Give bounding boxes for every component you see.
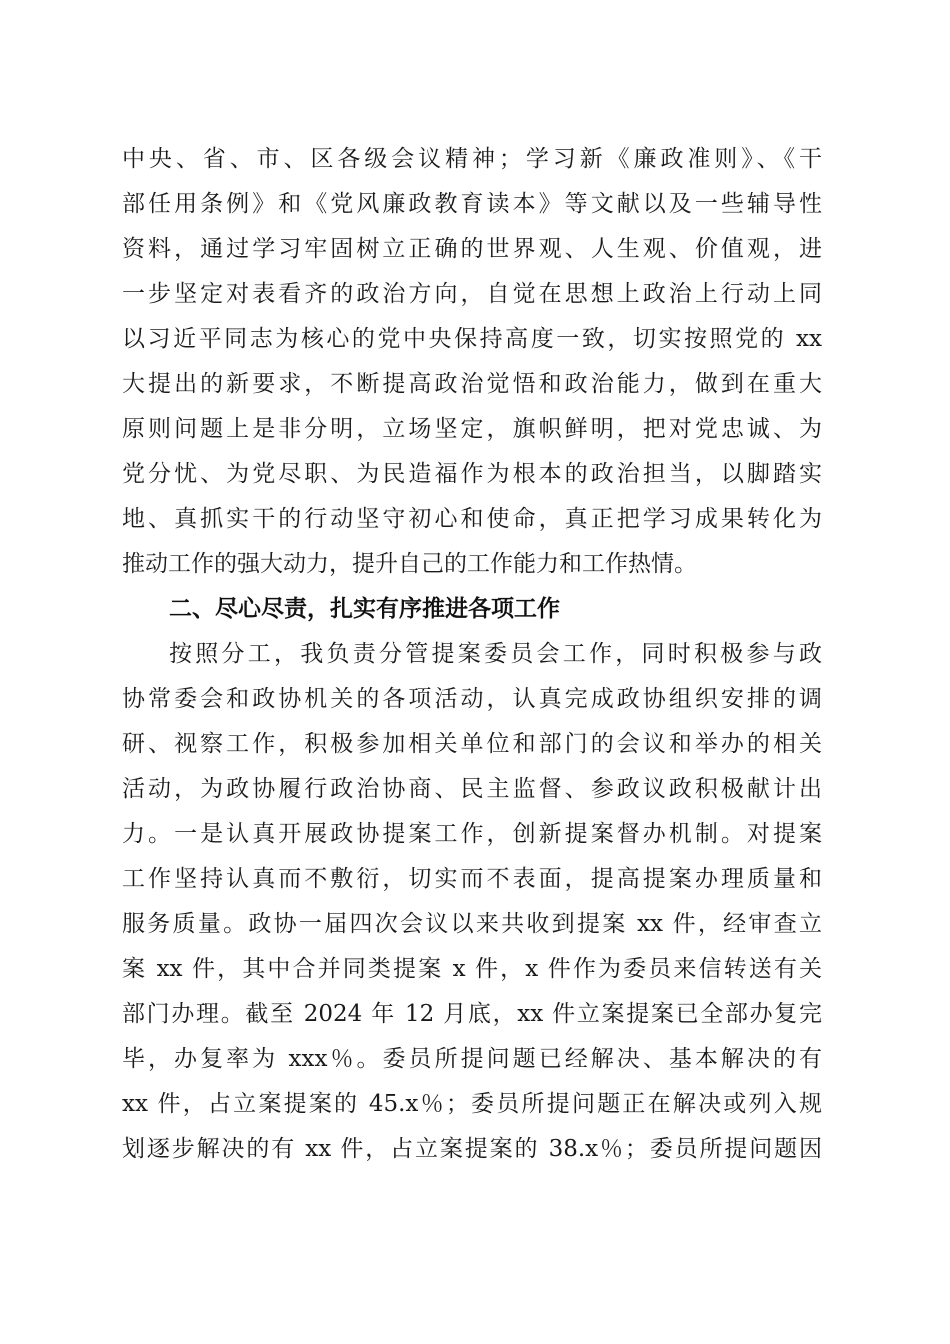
paragraph-line: 党分忧、为党尽职、为民造福作为根本的政治担当，以脚踏实 xyxy=(122,461,822,487)
paragraph-line: xx 件，占立案提案的 45.x％；委员所提问题正在解决或列入规 xyxy=(122,1091,822,1117)
paragraph-line: 案 xx 件，其中合并同类提案 x 件，x 件作为委员来信转送有关 xyxy=(122,956,822,982)
paragraph-line: 按照分工，我负责分管提案委员会工作，同时积极参与政 xyxy=(169,641,822,667)
paragraph-line: 研、视察工作，积极参加相关单位和部门的会议和举办的相关 xyxy=(122,731,822,757)
paragraph-line: 划逐步解决的有 xx 件，占立案提案的 38.x％；委员所提问题因 xyxy=(122,1136,822,1162)
paragraph-line: 活动，为政协履行政治协商、民主监督、参政议政积极献计出 xyxy=(122,776,822,802)
paragraph-line: 大提出的新要求，不断提高政治觉悟和政治能力，做到在重大 xyxy=(122,371,822,397)
paragraph-line: 服务质量。政协一届四次会议以来共收到提案 xx 件，经审查立 xyxy=(122,911,822,937)
paragraph-line: 毕，办复率为 xxx％。委员所提问题已经解决、基本解决的有 xyxy=(122,1046,822,1072)
paragraph-line: 原则问题上是非分明，立场坚定，旗帜鲜明，把对党忠诚、为 xyxy=(122,416,822,442)
paragraph-line: 工作坚持认真而不敷衍，切实而不表面，提高提案办理质量和 xyxy=(122,866,822,892)
paragraph-line: 以习近平同志为核心的党中央保持高度一致，切实按照党的 xx xyxy=(122,326,822,352)
paragraph-line: 力。一是认真开展政协提案工作，创新提案督办机制。对提案 xyxy=(122,821,822,847)
paragraph-line: 部任用条例》和《党风廉政教育读本》等文献以及一些辅导性 xyxy=(122,191,822,217)
paragraph-line: 一步坚定对表看齐的政治方向，自觉在思想上政治上行动上同 xyxy=(122,281,822,307)
paragraph-study xyxy=(122,137,822,1172)
section-heading: 二、尽心尽责，扎实有序推进各项工作 xyxy=(169,596,560,622)
paragraph-line: 中央、省、市、区各级会议精神；学习新《廉政准则》、《干 xyxy=(122,146,822,172)
paragraph-line: 部门办理。截至 2024 年 12 月底，xx 件立案提案已全部办复完 xyxy=(122,1001,822,1027)
paragraph-line: 资料，通过学习牢固树立正确的世界观、人生观、价值观，进 xyxy=(122,236,822,262)
paragraph-line: 地、真抓实干的行动坚守初心和使命，真正把学习成果转化为 xyxy=(122,506,822,532)
paragraph-line: 推动工作的强大动力，提升自己的工作能力和工作热情。 xyxy=(122,551,697,577)
paragraph-line: 协常委会和政协机关的各项活动，认真完成政协组织安排的调 xyxy=(122,686,822,712)
